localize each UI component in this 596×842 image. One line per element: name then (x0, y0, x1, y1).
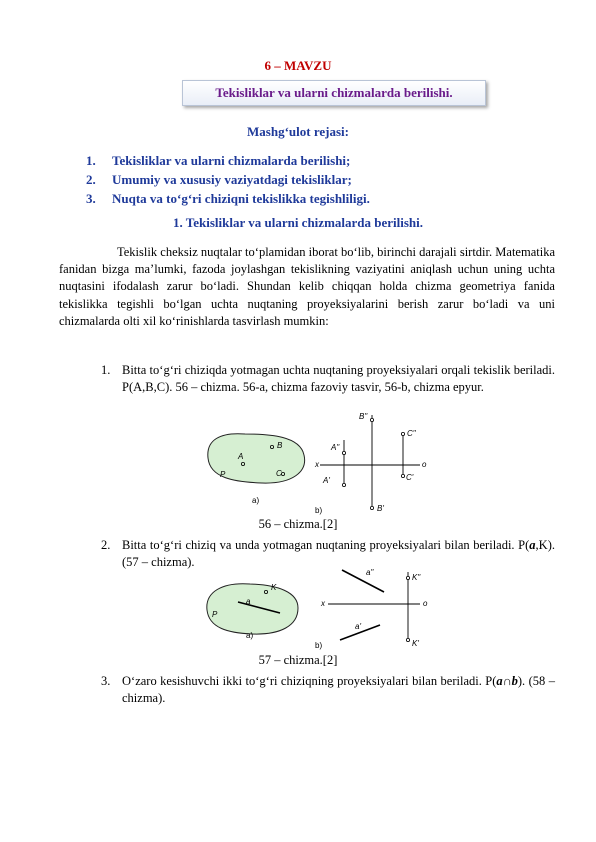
point-k2 (406, 576, 409, 579)
label-a: a (246, 597, 251, 606)
plan-item-text: Nuqta va to‘g‘ri chiziqni tekislikka tegishliligi. (112, 191, 370, 206)
plan-item (86, 170, 370, 189)
point-a1 (342, 483, 345, 486)
plan-item (86, 189, 370, 208)
line-a2 (342, 570, 384, 592)
label-p: P (220, 470, 226, 479)
figure-56-caption: 56 – chizma.[2] (258, 517, 338, 531)
label-c: C (276, 469, 282, 478)
label-a: A (238, 452, 244, 461)
point-b2 (370, 418, 373, 421)
label-fig-a: a) (252, 496, 260, 505)
plan-item-number: 1. (86, 153, 96, 168)
label-fig-b: b) (315, 506, 323, 515)
item-text: Bitta to‘g‘ri chiziqda yotmagan uchta nuqtaning proyeksiyalari orqali tekislik beriladi. P(A,B,C). 56 – chizma. 56-a, chizma fazoviy tasvir, 56-b, chizma epyur. (122, 363, 555, 395)
label-fig-b: b) (315, 641, 323, 650)
point-b1 (370, 506, 373, 509)
label-x: x (321, 599, 325, 608)
item-text-part: Bitta to‘g‘ri chiziq va unda yotmagan nuqtaning proyeksiyalari bilan beriladi. P( (122, 538, 530, 552)
label-a2: a" (366, 568, 374, 577)
item-text-emphasis: a∩b (496, 674, 518, 688)
point-k1 (406, 638, 409, 641)
label-o: o (422, 460, 427, 469)
label-a1: a' (355, 622, 361, 631)
item-text-emphasis: a (529, 538, 536, 552)
plan-heading: Mashg‘ulot rejasi: (247, 124, 349, 139)
label-p: P (212, 610, 218, 619)
label-a2: A" (331, 443, 340, 452)
figure-57-caption: 57 – chizma.[2] (258, 653, 338, 667)
topic-number: 6 – MAVZU (264, 58, 332, 73)
point-a2 (342, 451, 345, 454)
item-text-part: ). (58 – chizma). (122, 674, 555, 706)
item-number: 2. (101, 538, 111, 552)
item-text-part: ,K). (57 – chizma). (122, 538, 555, 570)
label-x: x (315, 460, 319, 469)
figure-56-epure (310, 410, 440, 520)
label-b: B (277, 441, 283, 450)
plane-p-shape (207, 584, 298, 634)
plan-item (86, 151, 370, 170)
label-k2: K" (412, 573, 421, 582)
label-o: o (423, 599, 428, 608)
item-text-part: O‘zaro kesishuvchi ikki to‘g‘ri chiziqning proyeksiyalari bilan beriladi. P( (122, 674, 497, 688)
label-b2: B" (359, 412, 368, 421)
plan-item-text: Umumiy va xususiy vaziyatdagi tekisliklar; (112, 172, 352, 187)
label-a1: A' (323, 476, 330, 485)
item-number: 1. (101, 363, 111, 377)
label-k1: K' (412, 639, 419, 648)
label-fig-a: a) (246, 631, 254, 640)
label-c1: C' (406, 473, 414, 482)
label-b1: B' (377, 504, 384, 513)
section-heading: 1. Tekisliklar va ularni chizmalarda berilishi. (172, 215, 424, 230)
item-number: 3. (101, 674, 111, 688)
point-c1 (401, 474, 404, 477)
label-k: K (271, 583, 277, 592)
point-c2 (401, 432, 404, 435)
page-title: Tekisliklar va ularni chizmalarda berilishi. (182, 80, 486, 106)
label-c2: C" (407, 429, 416, 438)
plan-item-text: Tekisliklar va ularni chizmalarda berilishi; (112, 153, 351, 168)
plan-item-number: 3. (86, 191, 96, 206)
intro-paragraph: Tekislik cheksiz nuqtalar to‘plamidan iborat bo‘lib, birinchi darajali sirtdir. Matematika fanidan bizga ma’lumki, fazoda joylashgan tekislikning vaziyatini aniqlash uchun uning uchta nuqtasini ifodalash zarur bo‘ladi. Shundan kelib chiqqan holda chizma geometriya fanida tekislikka tegishli bo‘lgan uchta nuqtaning proyeksiyalarini berish zarur bo‘ladi va uni chizmalarda olti xil ko‘rinishlarda tasvirlash mumkin: (59, 245, 555, 328)
plan-list (86, 151, 370, 208)
item-text (122, 673, 555, 707)
plan-item-number: 2. (86, 172, 96, 187)
figure-57-epure (310, 562, 440, 654)
